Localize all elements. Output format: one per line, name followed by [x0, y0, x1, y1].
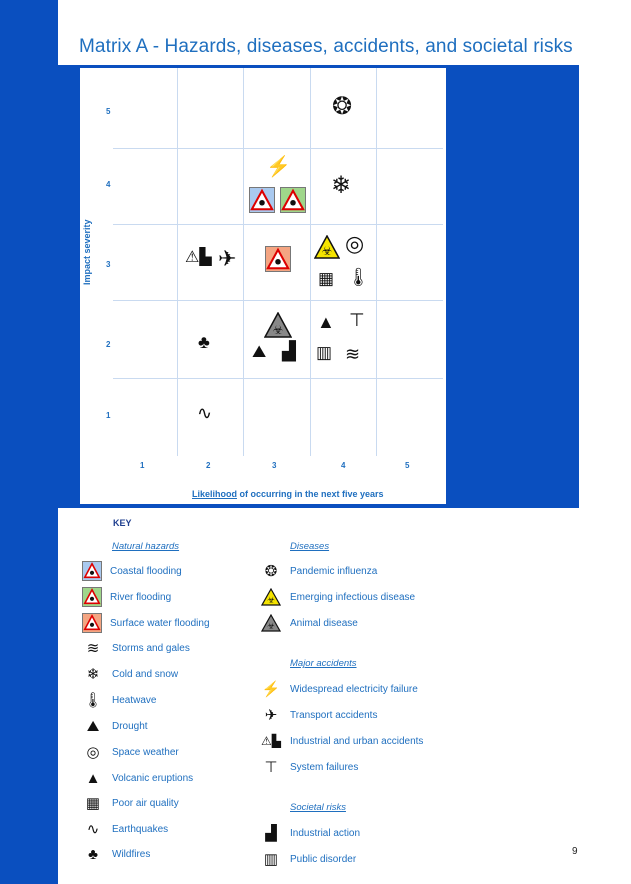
key-item: ⊤ System failures	[260, 757, 358, 777]
risk-matrix	[80, 68, 446, 504]
drought-icon: ⛰	[86, 717, 100, 735]
air-quality-icon: ▦	[85, 795, 101, 812]
y-tick: 2	[106, 340, 111, 349]
y-tick: 1	[106, 411, 111, 420]
key-item: ♣ Wildfires	[82, 844, 150, 864]
public-disorder-icon: ▥	[316, 343, 333, 362]
key-heading: KEY	[113, 518, 132, 528]
key-item: ∿ Earthquakes	[82, 819, 168, 839]
biohazard-yellow-icon	[314, 235, 340, 259]
key-item: Coastal flooding	[82, 561, 182, 581]
space-weather-icon: ◎	[345, 231, 365, 256]
biohazard-grey-icon	[264, 312, 292, 338]
key-item: ▥ Public disorder	[260, 849, 356, 869]
air-quality-icon: ▦	[318, 269, 335, 288]
key-item: ✈ Transport accidents	[260, 705, 377, 725]
plane-icon: ✈	[218, 246, 237, 271]
virus-icon: ❂	[264, 563, 278, 580]
svg-text:☣: ☣	[321, 244, 333, 258]
key-item: ▟ Industrial action	[260, 823, 360, 843]
surface-water-flooding-icon	[82, 613, 102, 633]
public-disorder-icon: ▥	[263, 851, 279, 868]
key-item: ⚡ Widespread electricity failure	[261, 681, 418, 698]
industrial-action-icon: ▟	[282, 341, 296, 361]
key-item: ▦ Poor air quality	[82, 793, 179, 813]
y-tick: 4	[106, 180, 111, 189]
thermometer-icon: 🌡	[347, 267, 370, 287]
x-tick: 3	[272, 461, 277, 470]
key-item: ☣ Animal disease	[260, 613, 358, 633]
biohazard-grey-icon	[260, 613, 282, 633]
wildfire-icon: ♣	[198, 332, 210, 352]
key-item: 🌡 Heatwave	[83, 692, 157, 709]
storms-icon: ≋	[86, 640, 100, 657]
tap-icon: ⊤	[349, 310, 365, 330]
industrial-action-icon: ▟	[265, 825, 277, 842]
x-tick: 2	[206, 461, 211, 470]
biohazard-yellow-icon	[260, 587, 282, 607]
key-item: ⛰ Drought	[82, 716, 148, 736]
surface-water-flooding-icon	[265, 246, 291, 272]
x-tick: 4	[341, 461, 346, 470]
key-item: Surface water flooding	[82, 613, 210, 633]
earthquake-icon: ∿	[86, 821, 100, 838]
key-item: ◎ Space weather	[82, 742, 179, 762]
y-tick: 3	[106, 260, 111, 269]
wildfire-icon: ♣	[88, 845, 98, 863]
key-item: ≋ Storms and gales	[82, 638, 190, 658]
virus-icon: ❂	[332, 93, 353, 120]
page-title: Matrix A - Hazards, diseases, accidents, and societal risks	[79, 36, 573, 57]
key-item: ▲ Volcanic eruptions	[82, 768, 193, 788]
natural-hazards-heading: Natural hazards	[112, 541, 180, 552]
societal-risks-heading: Societal risks	[290, 802, 346, 813]
x-tick: 5	[405, 461, 410, 470]
key-item: ⚠▙ Industrial and urban accidents	[260, 731, 423, 751]
snowflake-icon: ❄	[331, 172, 352, 199]
key-item: ❄ Cold and snow	[82, 664, 178, 684]
thermometer-icon: 🌡	[83, 692, 103, 709]
pylon-icon: ⚡	[266, 156, 291, 178]
space-weather-icon: ◎	[86, 744, 100, 761]
storms-icon: ≋	[345, 344, 361, 364]
tap-icon: ⊤	[264, 759, 278, 776]
svg-text:☣: ☣	[272, 323, 284, 337]
x-axis-label: Likelihood of occurring in the next five years	[192, 489, 384, 499]
drought-icon: ⛰	[252, 342, 267, 361]
plane-icon: ✈	[264, 707, 278, 724]
svg-text:☣: ☣	[266, 596, 276, 606]
volcano-icon: ▲	[85, 769, 101, 787]
river-flooding-icon	[82, 587, 102, 607]
earthquake-icon: ∿	[197, 403, 213, 423]
coastal-flooding-icon	[249, 187, 275, 213]
factory-icon: ⚠▙	[185, 249, 212, 266]
y-tick: 5	[106, 107, 111, 116]
pylon-icon: ⚡	[261, 681, 281, 698]
snowflake-icon: ❄	[86, 666, 100, 683]
page-number: 9	[572, 846, 578, 857]
coastal-flooding-icon	[82, 561, 102, 581]
key-item: ☣ Emerging infectious disease	[260, 587, 415, 607]
volcano-icon: ▲	[317, 312, 335, 332]
key-item: ❂ Pandemic influenza	[260, 561, 377, 581]
left-blue-bar	[0, 0, 58, 884]
x-tick: 1	[140, 461, 145, 470]
major-accidents-heading: Major accidents	[290, 658, 357, 669]
svg-text:☣: ☣	[266, 622, 276, 632]
y-axis-label: Impact severity	[82, 219, 92, 285]
diseases-heading: Diseases	[290, 541, 330, 552]
key-item: River flooding	[82, 587, 171, 607]
river-flooding-icon	[280, 187, 306, 213]
factory-icon: ⚠▙	[261, 734, 281, 748]
